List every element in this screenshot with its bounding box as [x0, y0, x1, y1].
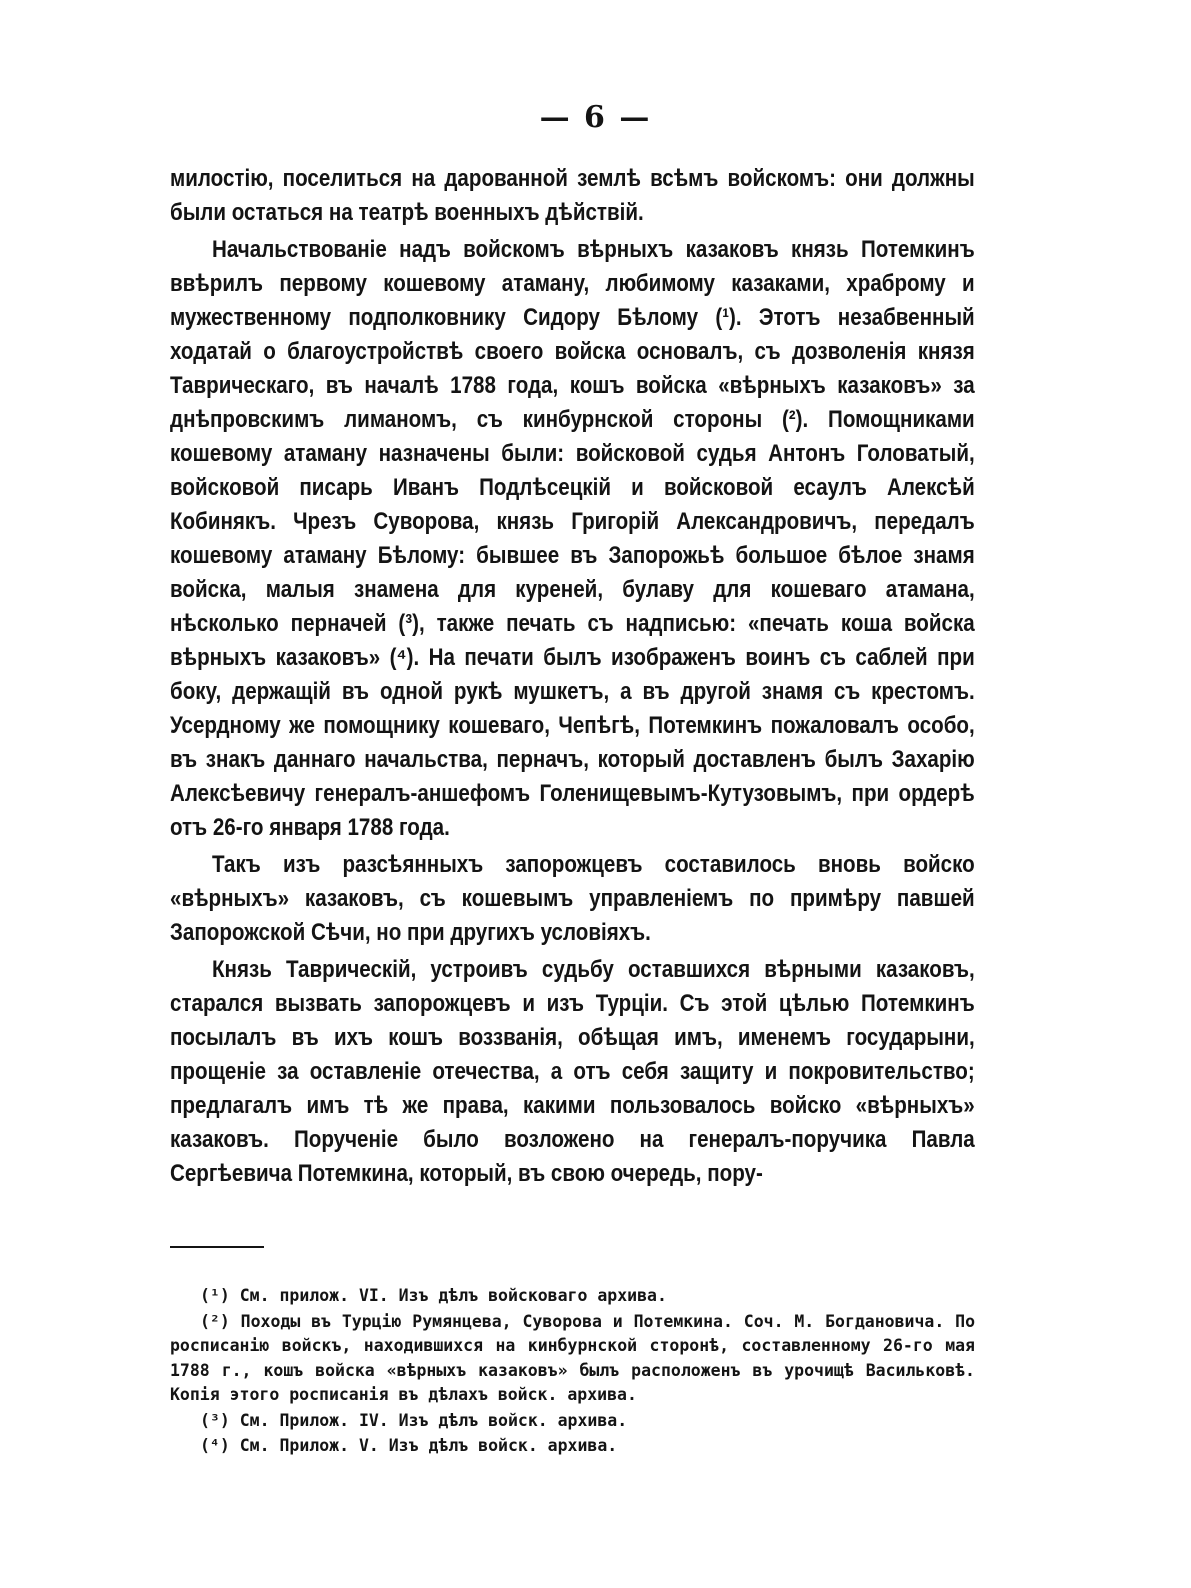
main-text: [170, 162, 975, 1194]
page-number: — 6 —: [539, 100, 652, 135]
footnote: (¹) См. прилож. VI. Изъ дѣлъ войсковаго архива.: [200, 1286, 667, 1305]
footnote: (³) См. Прилож. IV. Изъ дѣлъ войск. архива.: [200, 1410, 628, 1430]
paragraph: Начальствованіе надъ войскомъ вѣрныхъ казаковъ князь Потемкинъ ввѣрилъ первому кошевому атаману, любимому казаками, храброму и мужественному подполковнику Сидору Бѣлому (¹). Этотъ незабвенный ходатай о благоустройствѣ своего войска основалъ, съ дозволенія князя Таврическаго, въ началѣ 1788 года, кошъ войска «вѣрныхъ казаковъ» за днѣпровскимъ лиманомъ, съ кинбурнской стороны (²). Помощниками кошевому атаману назначены были: войсковой судья Антонъ Головатый, войсковой писарь Иванъ Подлѣсецкій и войсковой есаулъ Алексѣй Кобинякъ. Чрезъ Суворова, князь Григорій Александровичъ, передалъ кошевому атаману Бѣлому: бывшее въ Запорожьѣ большое бѣлое знамя войска, малыя знамена для куреней, булаву для кошеваго атамана, нѣсколько перначей (³), также печать съ надписью: «печать коша войска вѣрныхъ казаковъ» (⁴). На печати былъ изображенъ воинъ съ саблей при боку, держащій въ одной рукѣ мушкетъ, а въ другой знамя съ крестомъ. Усердному же помощнику кошеваго, Чепѣгѣ, Потемкинъ пожаловалъ особо, въ знакъ даннаго начальства, перначъ, который доставленъ былъ Захарію Алексѣевичу генералъ-аншефомъ Голенищевымъ-Кутузовымъ, при ордерѣ отъ 26-го января 1788 года.: [170, 236, 975, 841]
paragraph: Такъ изъ разсѣянныхъ запорожцевъ составилось вновь войско «вѣрныхъ» казаковъ, съ кошевымъ управленіемъ по примѣру павшей Запорожской Сѣчи, но при другихъ условіяхъ.: [170, 851, 975, 946]
footnotes: [170, 1284, 975, 1460]
footnote: (²) Походы въ Турцію Румянцева, Суворова и Потемкина. Соч. М. Богдановича. По росписанію войскъ, находившихся на кинбурнской сторонѣ, составленному 26-го мая 1788 г., кошъ войска «вѣрныхъ казаковъ» былъ расположенъ въ урочищѣ Васильковѣ. Копія этого росписанія въ дѣлахъ войск. архива.: [170, 1311, 975, 1404]
footnote: (⁴) См. Прилож. V. Изъ дѣлъ войск. архива.: [200, 1436, 618, 1455]
paragraph-continuation: милостію, поселиться на дарованной землѣ всѣмъ войскомъ: они должны были остаться на театрѣ военныхъ дѣйствій.: [170, 165, 975, 226]
footnote-divider: [170, 1246, 264, 1248]
paragraph: Князь Таврическій, устроивъ судьбу оставшихся вѣрными казаковъ, старался вызвать запорожцевъ и изъ Турціи. Съ этой цѣлью Потемкинъ посылалъ въ ихъ кошъ воззванія, обѣщая имъ, именемъ государыни, прощеніе за оставленіе отечества, а отъ себя защиту и покровительство; предлагалъ имъ тѣ же права, какими пользовалось войско «вѣрныхъ» казаковъ. Порученіе было возложено на генералъ-поручика Павла Сергѣевича Потемкина, который, въ свою очередь, пору-: [170, 956, 975, 1187]
